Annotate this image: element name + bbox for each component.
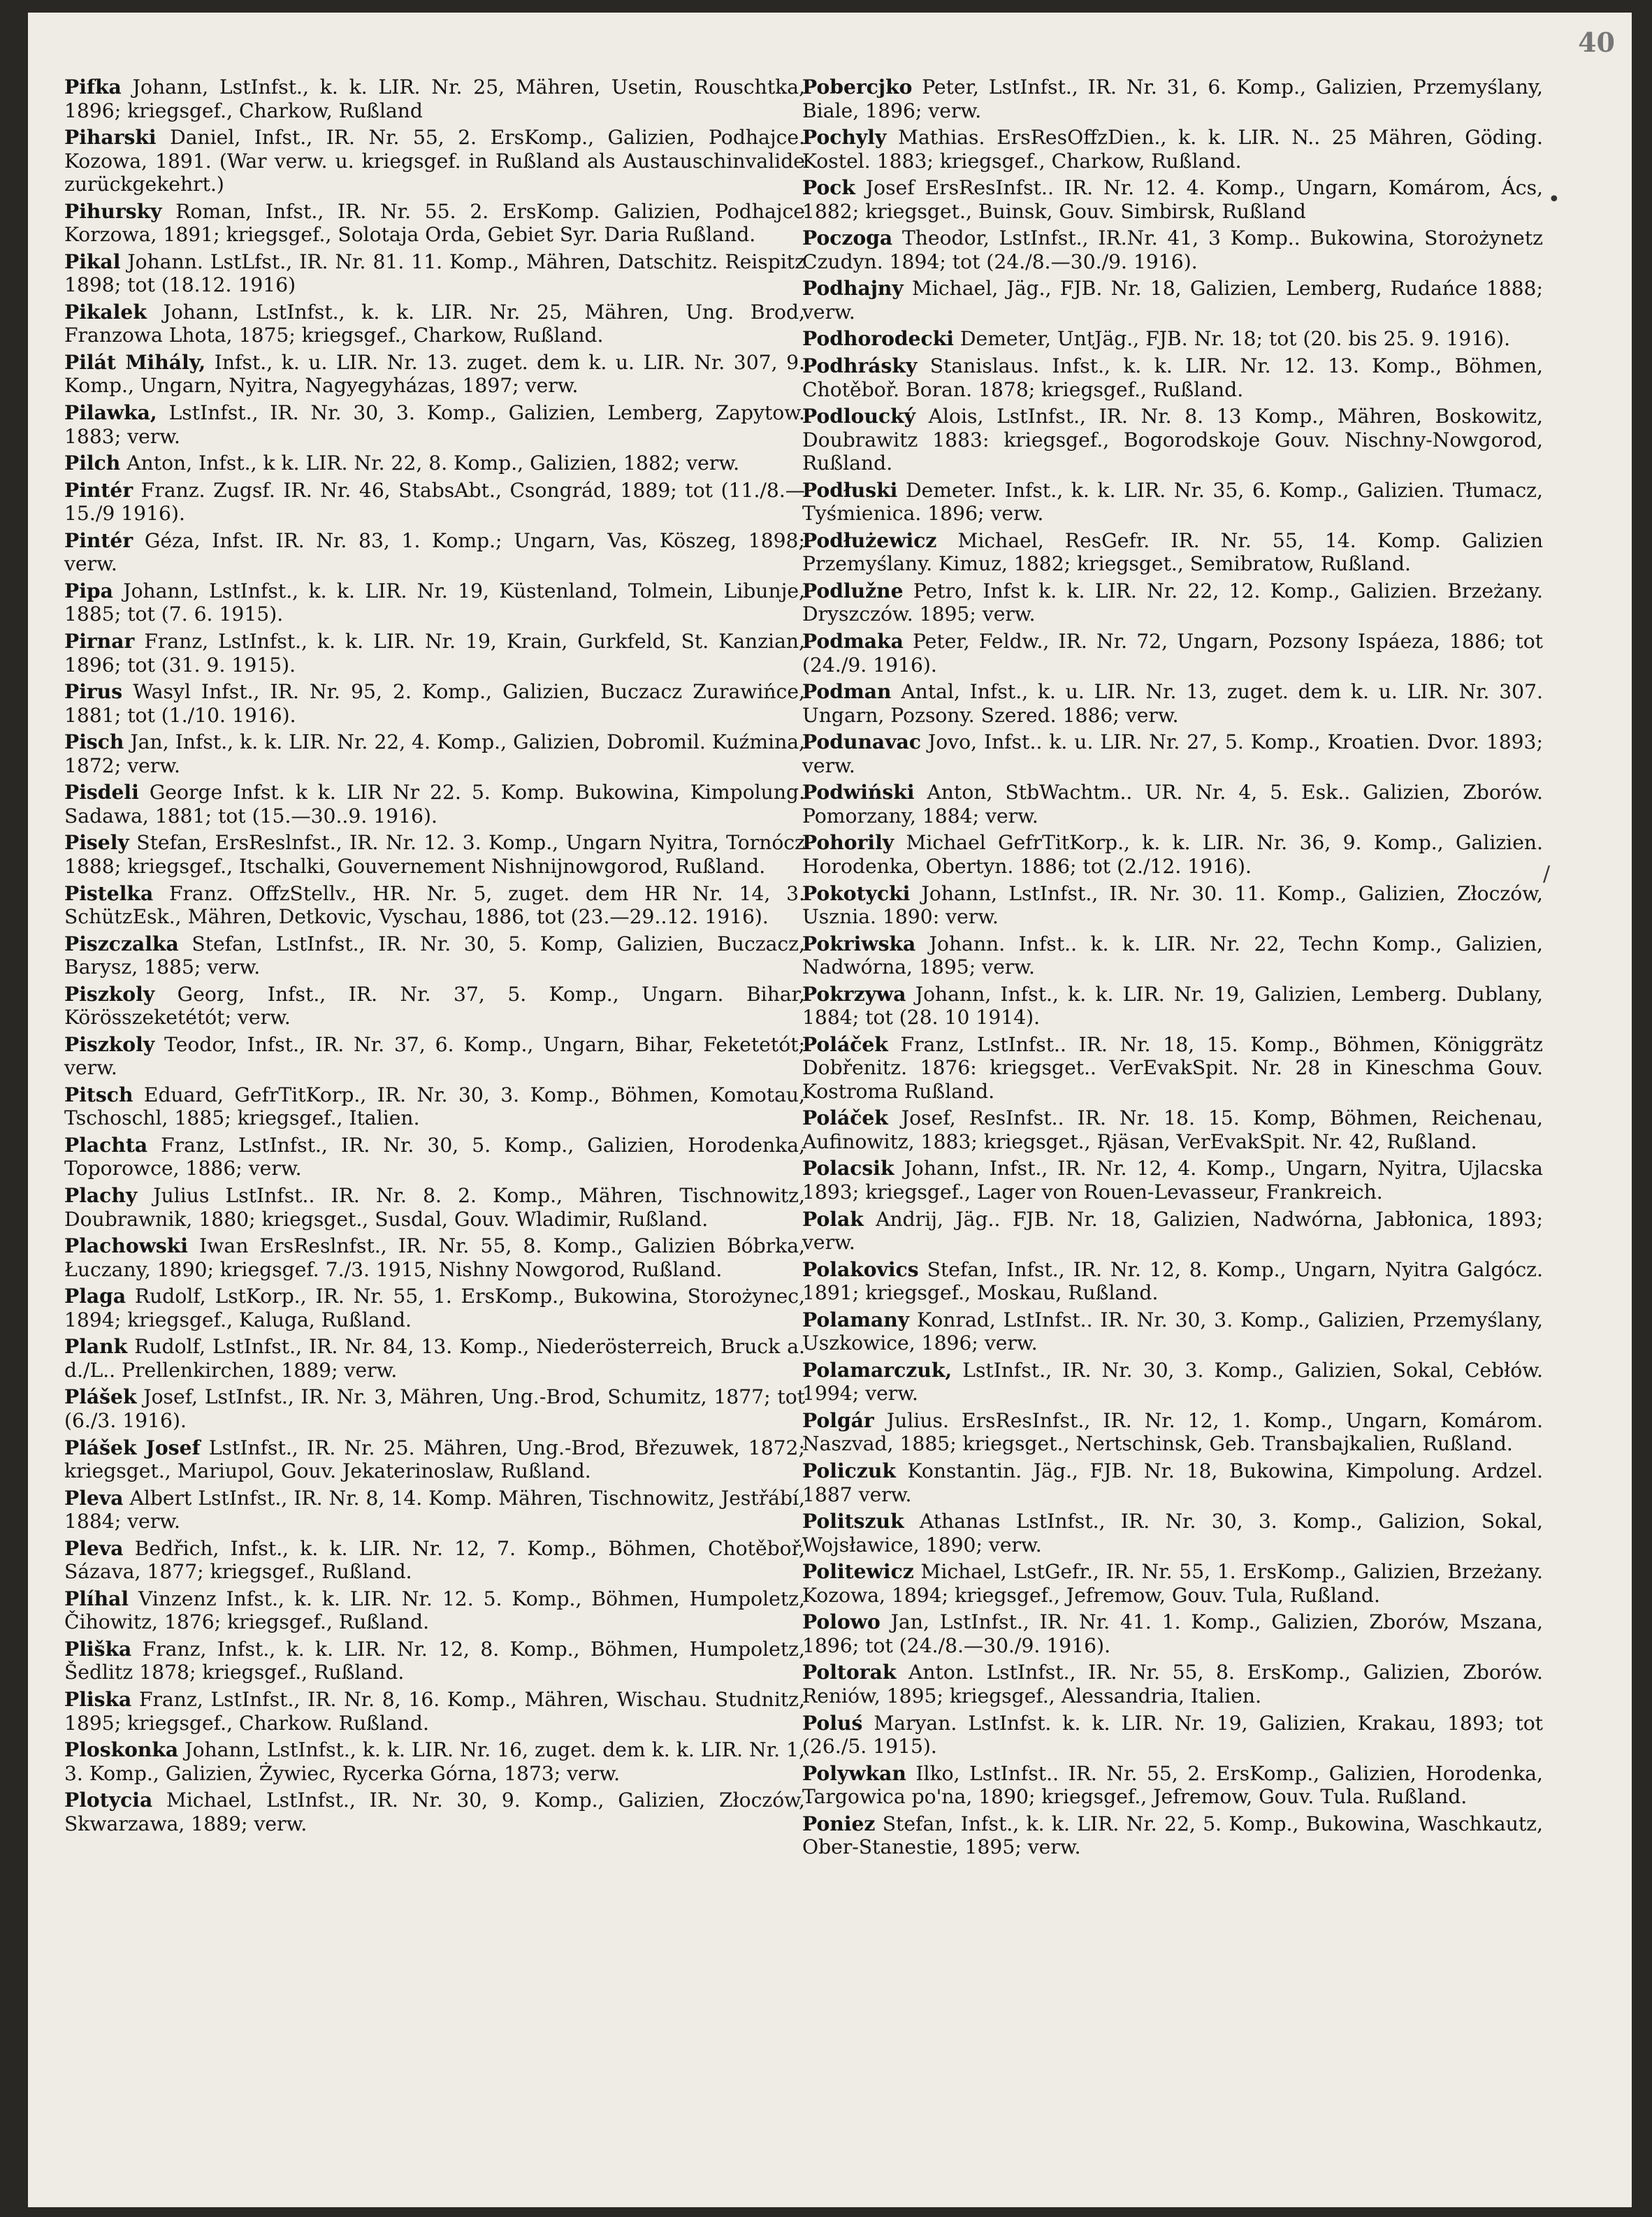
entry-surname: Policzuk [802, 1459, 896, 1483]
entry-details: Andrij, Jäg.. FJB. Nr. 18, Galizien, Nadwórna, Jabłonica, 1893; verw. [802, 1207, 1543, 1255]
entry-details: Michael, LstInfst., IR. Nr. 30, 9. Komp., Galizien, Złoczów, Skwarzawa, 1889; verw. [64, 1789, 805, 1835]
entry-details: Demeter. Infst., k. k. LIR. Nr. 35, 6. Komp., Galizien. Tłumacz, Tyśmienica. 1896; verw. [802, 478, 1543, 526]
entry-details: LstInfst., IR. Nr. 30, 3. Komp., Galizien, Sokal, Cebłów. 1994; verw. [802, 1358, 1543, 1406]
entry-surname: Piszczalka [64, 932, 179, 955]
entry-details: Johann, LstInfst., k. k. LIR. Nr. 25, Mähren, Usetin, Rouschtka, 1896; kriegsgef., Charkow, Rußland [64, 75, 805, 122]
entry-details: Johann. LstLfst., IR. Nr. 81. 11. Komp., Mähren, Datschitz. Reispitz 1898; tot (18.12. 1916) [64, 250, 805, 297]
entry-surname: Pirnar [64, 630, 135, 653]
entry-surname: Polakovics [802, 1257, 919, 1281]
register-entry [64, 126, 805, 196]
entry-details: Franz, LstInfst., IR. Nr. 8, 16. Komp., Mähren, Wischau. Studnitz, 1895; kriegsgef., Charkow. Rußland. [64, 1688, 805, 1735]
register-entry [64, 479, 805, 526]
entry-surname: Pikal [64, 250, 121, 273]
entry-surname: Pisch [64, 730, 124, 754]
entry-surname: Plášek [64, 1385, 137, 1409]
entry-details: Stefan, Infst., IR. Nr. 12, 8. Komp., Ungarn, Nyitra Galgócz. 1891; kriegsgef., Moskau, Rußland. [802, 1257, 1543, 1305]
entry-details: Albert LstInfst., IR. Nr. 8, 14. Komp. Mähren, Tischnowitz, Jestřábí, 1884; verw. [64, 1486, 805, 1533]
register-entry [802, 1812, 1543, 1859]
register-entry [64, 1738, 805, 1785]
register-entry [64, 301, 805, 347]
register-entry [802, 1661, 1543, 1707]
register-entry [802, 1459, 1543, 1506]
entry-surname: Polak [802, 1207, 864, 1231]
entry-details: Jan, LstInfst., IR. Nr. 41. 1. Komp., Galizien, Zborów, Mszana, 1896; tot (24./8.—30./9. 1916). [802, 1610, 1543, 1657]
entry-details: Mathias. ErsResOffzDien., k. k. LIR. N.. 25 Mähren, Göding. Kostel. 1883; kriegsgef., Charkow, Rußland. [802, 126, 1543, 173]
register-entry [802, 1762, 1543, 1809]
register-entry [64, 1385, 805, 1432]
entry-details: Anton. LstInfst., IR. Nr. 55, 8. ErsKomp., Galizien, Zborów. Reniów, 1895; kriegsgef., Alessandria, Italien. [802, 1661, 1543, 1707]
entry-details: Anton, Infst., k k. LIR. Nr. 22, 8. Komp., Galizien, 1882; verw. [120, 452, 740, 475]
register-entry [802, 630, 1543, 677]
entry-surname: Pintér [64, 478, 133, 502]
register-entry [802, 529, 1543, 576]
entry-surname: Plachy [64, 1184, 138, 1208]
register-entry [802, 579, 1543, 626]
entry-details: Josef ErsResInfst.. IR. Nr. 12. 4. Komp., Ungarn, Komárom, Ács, 1882; kriegsget., Buinsk, Gouv. Simbirsk, Rußland [802, 176, 1543, 223]
register-entry [64, 1537, 805, 1584]
entry-surname: Poniez [802, 1812, 876, 1835]
entry-details: LstInfst., IR. Nr. 30, 3. Komp., Galizien, Lemberg, Zapytow. 1883; verw. [64, 401, 805, 448]
entry-details: Wasyl Infst., IR. Nr. 95, 2. Komp., Galizien, Buczacz Zurawińce, 1881; tot (1./10. 1916). [64, 680, 805, 727]
register-entry [64, 781, 805, 828]
margin-mark: • [1548, 187, 1560, 212]
register-entry [64, 1587, 805, 1634]
register-entry [802, 831, 1543, 878]
register-entry [802, 354, 1543, 401]
entry-surname: Podman [802, 680, 892, 704]
entry-surname: Podwiński [802, 781, 915, 804]
entry-details: Peter, Feldw., IR. Nr. 72, Ungarn, Pozsony Ispáeza, 1886; tot (24./9. 1916). [802, 630, 1543, 677]
entry-surname: Pipa [64, 579, 113, 602]
entry-details: Johann, LstInfst., k. k. LIR. Nr. 25, Mähren, Ung. Brod, Franzowa Lhota, 1875; kriegsgef., Charkow, Rußland. [64, 300, 805, 347]
register-entry [64, 401, 805, 448]
register-entry [64, 882, 805, 929]
register-entry [802, 405, 1543, 475]
entry-surname: Pleva [64, 1536, 124, 1560]
entry-details: Infst., k. u. LIR. Nr. 13. zuget. dem k. u. LIR. Nr. 307, 9. Komp., Ungarn, Nyitra, Nagyegyházas, 1897; verw. [64, 350, 806, 398]
entry-details: Jan, Infst., k. k. LIR. Nr. 22, 4. Komp., Galizien, Dobromil. Kuźmina, 1872; verw. [64, 730, 805, 777]
entry-surname: Polowo [802, 1610, 881, 1634]
register-entry [64, 831, 805, 878]
register-entry [64, 75, 805, 122]
left-column [64, 75, 805, 1839]
entry-details: Antal, Infst., k. u. LIR. Nr. 13, zuget. dem k. u. LIR. Nr. 307. Ungarn, Pozsony. Szered. 1886; verw. [802, 680, 1543, 727]
entry-details: Johann. Infst.. k. k. LIR. Nr. 22, Techn Komp., Galizien, Nadwórna, 1895; verw. [802, 932, 1543, 979]
register-entry [64, 1234, 805, 1281]
register-entry [802, 983, 1543, 1030]
entry-surname: Ploskonka [64, 1738, 179, 1762]
entry-surname: Pisdeli [64, 781, 139, 804]
entry-details: Konrad, LstInfst.. IR. Nr. 30, 3. Komp., Galizien, Przemyślany, Uszkowice, 1896; verw. [802, 1308, 1543, 1355]
entry-details: Maryan. LstInfst. k. k. LIR. Nr. 19, Galizien, Krakau, 1893; tot (26./5. 1915). [802, 1711, 1543, 1758]
entry-details: Jovo, Infst.. k. u. LIR. Nr. 27, 5. Komp., Kroatien. Dvor. 1893; verw. [802, 730, 1543, 777]
entry-surname: Polgár [802, 1408, 874, 1432]
entry-surname: Pirus [64, 680, 123, 704]
register-entry [64, 1487, 805, 1533]
entry-details: Athanas LstInfst., IR. Nr. 30, 3. Komp., Galizion, Sokal, Wojsławice, 1890; verw. [802, 1510, 1543, 1557]
register-entry [802, 932, 1543, 979]
entry-surname: Polamany [802, 1308, 910, 1331]
entry-surname: Poláček [802, 1106, 888, 1130]
entry-details: Alois, LstInfst., IR. Nr. 8. 13 Komp., Mähren, Boskowitz, Doubrawitz 1883: kriegsgef., Bogorodskoje Gouv. Nischny-Nowgorod, Rußland. [802, 405, 1543, 475]
register-entry [802, 1308, 1543, 1355]
register-entry [64, 250, 805, 297]
entry-surname: Plachowski [64, 1234, 188, 1258]
entry-details: Franz. Zugsf. IR. Nr. 46, StabsAbt., Csongrád, 1889; tot (11./8.—15./9 1916). [64, 478, 805, 526]
entry-details: Rudolf, LstKorp., IR. Nr. 55, 1. ErsKomp., Bukowina, Storożynec, 1894; kriegsgef., Kaluga, Rußland. [64, 1285, 805, 1331]
entry-details: Vinzenz Infst., k. k. LIR. Nr. 12. 5. Komp., Böhmen, Humpoletz, Čihowitz, 1876; kriegsgef., Rußland. [64, 1587, 805, 1634]
entry-details: Demeter, UntJäg., FJB. Nr. 18; tot (20. bis 25. 9. 1916). [953, 327, 1511, 351]
entry-surname: Podhrásky [802, 354, 918, 378]
register-entry [802, 1258, 1543, 1305]
register-entry [64, 983, 805, 1030]
entry-details: Michael GefrTitKorp., k. k. LIR. Nr. 36, 9. Komp., Galizien. Horodenka, Obertyn. 1886; tot (2./12. 1916). [802, 831, 1543, 878]
entry-details: Stefan, Infst., k. k. LIR. Nr. 22, 5. Komp., Bukowina, Waschkautz, Ober-Stanestie, 1895; verw. [802, 1812, 1543, 1859]
entry-surname: Podłużewicz [802, 528, 937, 552]
entry-details: LstInfst., IR. Nr. 25. Mähren, Ung.-Brod, Březuwek, 1872; kriegsget., Mariupol, Gouv. Jekaterinoslaw, Rußland. [64, 1436, 805, 1483]
entry-details: Stefan, ErsReslnfst., IR. Nr. 12. 3. Komp., Ungarn Nyitra, Tornócz 1888; kriegsgef., Itschalki, Gouvernement Nishnijnowgorod, Rußland. [64, 831, 805, 878]
register-entry [64, 452, 805, 475]
register-entry [64, 680, 805, 727]
entry-details: Peter, LstInfst., IR. Nr. 31, 6. Komp., Galizien, Przemyślany, Biale, 1896; verw. [802, 75, 1543, 122]
entry-details: Franz, Infst., k. k. LIR. Nr. 12, 8. Komp., Böhmen, Humpoletz, Šedlitz 1878; kriegsgef., Rußland. [64, 1637, 805, 1684]
entry-details: Johann, Infst., k. k. LIR. Nr. 19, Galizien, Lemberg. Dublany, 1884; tot (28. 10 1914). [802, 982, 1543, 1030]
register-entry [64, 1083, 805, 1130]
entry-details: George Infst. k k. LIR Nr 22. 5. Komp. Bukowina, Kimpolung. Sadawa, 1881; tot (15.—30..9. 1916). [64, 781, 805, 828]
register-entry [802, 1208, 1543, 1255]
entry-surname: Pobercjko [802, 75, 913, 99]
entry-details: Konstantin. Jäg., FJB. Nr. 18, Bukowina, Kimpolung. Ardzel. 1887 verw. [802, 1459, 1543, 1506]
entry-details: Julius LstInfst.. IR. Nr. 8. 2. Komp., Mähren, Tischnowitz, Doubrawnik, 1880; kriegsget., Susdal, Gouv. Wladimir, Rußland. [64, 1184, 805, 1231]
register-entry [802, 1157, 1543, 1204]
register-entry [802, 1106, 1543, 1153]
register-entry [64, 1688, 805, 1735]
entry-surname: Poluś [802, 1711, 863, 1735]
register-entry [802, 1610, 1543, 1657]
entry-details: Johann, LstInfst., k. k. LIR. Nr. 19, Küstenland, Tolmein, Libunje, 1885; tot (7. 6. 1915). [64, 579, 805, 626]
register-entry [64, 1184, 805, 1231]
entry-surname: Polacsik [802, 1157, 894, 1180]
entry-details: Daniel, Infst., IR. Nr. 55, 2. ErsKomp., Galizien, Podhajce. Kozowa, 1891. (War verw. u. kriegsgef. in Rußland als Austauschinvalide zurückgekehrt.) [64, 126, 805, 196]
entry-surname: Poltorak [802, 1661, 897, 1684]
entry-surname: Polamarczuk, [802, 1358, 952, 1382]
register-entry [802, 277, 1543, 324]
right-column [802, 75, 1543, 1863]
register-entry [64, 1285, 805, 1331]
entry-surname: Poláček [802, 1032, 888, 1056]
entry-surname: Politszuk [802, 1510, 904, 1533]
entry-surname: Piszkoly [64, 982, 155, 1006]
entry-details: Stanislaus. Infst., k. k. LIR. Nr. 12. 13. Komp., Böhmen, Chotěboř. Boran. 1878; kriegsgef., Rußland. [802, 354, 1543, 401]
register-entry [802, 1712, 1543, 1759]
register-entry [802, 1359, 1543, 1406]
entry-details: Josef, ResInfst.. IR. Nr. 18. 15. Komp, Böhmen, Reichenau, Aufinowitz, 1883; kriegsget., Rjäsan, VerEvakSpit. Nr. 42, Rußland. [802, 1106, 1543, 1153]
entry-surname: Plaga [64, 1285, 126, 1308]
entry-surname: Pochyly [802, 126, 887, 150]
entry-surname: Pikalek [64, 300, 147, 324]
register-entry [64, 200, 805, 247]
entry-surname: Pokotycki [802, 881, 911, 905]
entry-details: Petro, Infst k. k. LIR. Nr. 22, 12. Komp., Galizien. Brzeżany. Dryszczów. 1895; verw. [802, 579, 1543, 626]
entry-details: Franz, LstInfst., IR. Nr. 30, 5. Komp., Galizien, Horodenka, Toporowce, 1886; verw. [64, 1133, 805, 1180]
register-entry [802, 327, 1543, 351]
entry-surname: Pihursky [64, 199, 162, 223]
entry-surname: Pock [802, 176, 855, 200]
register-entry [802, 781, 1543, 828]
entry-details: Teodor, Infst., IR. Nr. 37, 6. Komp., Ungarn, Bihar, Feketetót; verw. [64, 1032, 805, 1080]
register-entry [802, 1033, 1543, 1104]
entry-surname: Podloucký [802, 405, 916, 428]
register-entry [64, 730, 805, 777]
register-entry [64, 630, 805, 677]
entry-details: Eduard, GefrTitKorp., IR. Nr. 30, 3. Komp., Böhmen, Komotau, Tschoschl, 1885; kriegsgef., Italien. [64, 1083, 805, 1130]
register-entry [802, 126, 1543, 173]
entry-details: Franz, LstInfst.. IR. Nr. 18, 15. Komp., Böhmen, Königgrätz Dobřenitz. 1876: kriegsget.. VerEvakSpit. Nr. 28 in Kineschma Gouv. Kostroma Rußland. [802, 1032, 1543, 1103]
register-entry [802, 1510, 1543, 1557]
entry-details: Michael, Jäg., FJB. Nr. 18, Galizien, Lemberg, Rudańce 1888; verw. [802, 277, 1543, 324]
entry-details: Anton, StbWachtm.. UR. Nr. 4, 5. Esk.. Galizien, Zborów. Pomorzany, 1884; verw. [802, 781, 1543, 828]
entry-details: Julius. ErsResInfst., IR. Nr. 12, 1. Komp., Ungarn, Komárom. Naszvad, 1885; kriegsget., Nertschinsk, Geb. Transbajkalien, Rußland. [802, 1408, 1543, 1456]
entry-surname: Podlužne [802, 579, 904, 602]
entry-details: Michael, LstGefr., IR. Nr. 55, 1. ErsKomp., Galizien, Brzeżany. Kozowa, 1894; kriegsgef., Jefremow, Gouv. Tula, Rußland. [802, 1560, 1543, 1607]
entry-surname: Pliska [64, 1688, 132, 1711]
register-entry [64, 1335, 805, 1382]
register-entry [802, 226, 1543, 273]
entry-surname: Poczoga [802, 226, 893, 250]
entry-surname: Piharski [64, 126, 157, 150]
entry-surname: Plotycia [64, 1789, 153, 1812]
register-entry [64, 351, 805, 398]
entry-surname: Pifka [64, 75, 122, 99]
entry-surname: Plášek Josef [64, 1436, 201, 1459]
entry-details: Bedřich, Infst., k. k. LIR. Nr. 12, 7. Komp., Böhmen, Chotěboř, Sázava, 1877; kriegsgef., Rußland. [64, 1536, 805, 1584]
register-entry [64, 1638, 805, 1684]
register-entry [802, 730, 1543, 777]
entry-details: Theodor, LstInfst., IR.Nr. 41, 3 Komp.. Bukowina, Storożynetz Czudyn. 1894; tot (24./8.—30./9. 1916). [802, 226, 1543, 273]
page-number: 40 [1578, 27, 1615, 58]
entry-surname: Plank [64, 1335, 128, 1359]
register-entry [802, 75, 1543, 122]
entry-details: Josef, LstInfst., IR. Nr. 3, Mähren, Ung.-Brod, Schumitz, 1877; tot (6./3. 1916). [64, 1385, 805, 1432]
entry-surname: Plíhal [64, 1587, 129, 1610]
entry-details: Stefan, LstInfst., IR. Nr. 30, 5. Komp, Galizien, Buczacz, Barysz, 1885; verw. [64, 932, 805, 979]
entry-surname: Pokrzywa [802, 982, 906, 1006]
register-entry [802, 479, 1543, 526]
entry-surname: Pilawka, [64, 401, 157, 425]
entry-surname: Politewicz [802, 1560, 914, 1584]
register-entry [802, 1409, 1543, 1456]
entry-surname: Pistelka [64, 881, 154, 905]
register-entry [64, 1789, 805, 1835]
entry-surname: Pilch [64, 452, 121, 475]
register-entry [64, 1436, 805, 1483]
register-entry [64, 579, 805, 626]
register-entry [802, 1560, 1543, 1607]
register-entry [64, 1134, 805, 1180]
register-entry [802, 882, 1543, 929]
document-page [28, 13, 1632, 2207]
entry-surname: Podłuski [802, 478, 898, 502]
entry-details: Johann, LstInfst., k. k. LIR. Nr. 16, zuget. dem k. k. LIR. Nr. 1, 3. Komp., Galizien, Żywiec, Rycerka Górna, 1873; verw. [64, 1738, 805, 1785]
entry-details: Michael, ResGefr. IR. Nr. 55, 14. Komp. Galizien Przemyślany. Kimuz, 1882; kriegsget., Semibratow, Rußland. [802, 528, 1543, 576]
entry-surname: Podhajny [802, 277, 904, 301]
register-entry [64, 932, 805, 979]
entry-surname: Pintér [64, 528, 133, 552]
entry-surname: Podmaka [802, 630, 904, 653]
entry-details: Roman, Infst., IR. Nr. 55. 2. ErsKomp. Galizien, Podhajce Korzowa, 1891; kriegsgef., Solotaja Orda, Gebiet Syr. Daria Rußland. [64, 199, 805, 247]
entry-details: Rudolf, LstInfst., IR. Nr. 84, 13. Komp., Niederösterreich, Bruck a. d./L.. Prellenkirchen, 1889; verw. [64, 1335, 805, 1382]
register-entry [802, 680, 1543, 727]
entry-surname: Polywkan [802, 1761, 906, 1785]
entry-details: Franz. OffzStellv., HR. Nr. 5, zuget. dem HR Nr. 14, 3. SchützEsk., Mähren, Detkovic, Vyschau, 1886, tot (23.—29..12. 1916). [64, 881, 805, 928]
register-entry [64, 1033, 805, 1080]
entry-details: Ilko, LstInfst.. IR. Nr. 55, 2. ErsKomp., Galizien, Horodenka, Targowica po'na, 1890; kriegsgef., Jefremow, Gouv. Tula. Rußland. [802, 1761, 1543, 1809]
entry-surname: Pokriwska [802, 932, 916, 955]
entry-details: Géza, Infst. IR. Nr. 83, 1. Komp.; Ungarn, Vas, Köszeg, 1898; verw. [64, 528, 805, 576]
entry-surname: Podhorodecki [802, 327, 954, 351]
entry-surname: Piszkoly [64, 1032, 155, 1056]
register-entry [64, 529, 805, 576]
entry-surname: Podunavac [802, 730, 922, 754]
register-entry [802, 176, 1543, 223]
entry-details: Georg, Infst., IR. Nr. 37, 5. Komp., Ungarn. Bihar, Körösszeketétót; verw. [64, 982, 805, 1030]
entry-surname: Pliška [64, 1637, 132, 1661]
entry-surname: Plachta [64, 1133, 148, 1157]
entry-surname: Pohorily [802, 831, 894, 855]
entry-surname: Pisely [64, 831, 129, 855]
entry-details: Iwan ErsReslnfst., IR. Nr. 55, 8. Komp., Galizien Bóbrka, Łuczany, 1890; kriegsgef. 7./3. 1915, Nishny Nowgorod, Rußland. [64, 1234, 805, 1281]
entry-details: Johann, Infst., IR. Nr. 12, 4. Komp., Ungarn, Nyitra, Ujlacska 1893; kriegsgef., Lager von Rouen-Levasseur, Frankreich. [802, 1157, 1543, 1204]
entry-details: Franz, LstInfst., k. k. LIR. Nr. 19, Krain, Gurkfeld, St. Kanzian, 1896; tot (31. 9. 1915). [64, 630, 805, 677]
entry-surname: Pleva [64, 1486, 124, 1510]
entry-surname: Pilát Mihály, [64, 350, 206, 374]
entry-surname: Pitsch [64, 1083, 133, 1106]
margin-mark: / [1543, 862, 1551, 886]
entry-details: Johann, LstInfst., IR. Nr. 30. 11. Komp., Galizien, Złoczów, Usznia. 1890: verw. [802, 881, 1543, 928]
